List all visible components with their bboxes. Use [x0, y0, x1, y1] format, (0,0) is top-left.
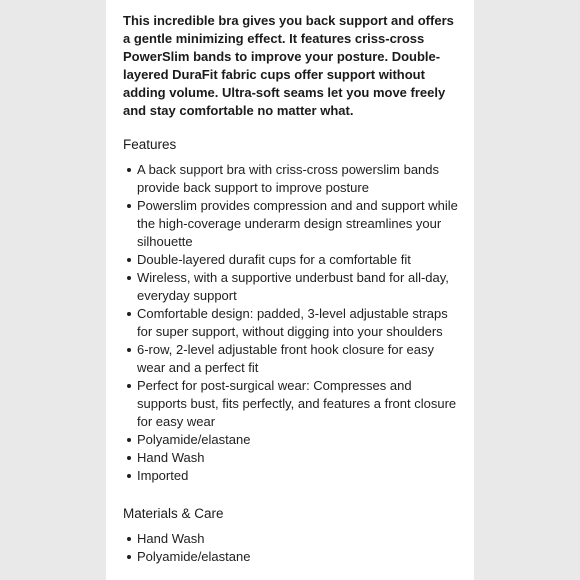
- features-list-item: Comfortable design: padded, 3-level adjustable straps for super support, without digging into your shoulders: [137, 305, 460, 341]
- left-background: [0, 0, 106, 580]
- features-list-item: 6-row, 2-level adjustable front hook closure for easy wear and a perfect fit: [137, 341, 460, 377]
- features-heading: Features: [123, 137, 177, 152]
- product-details-panel: [106, 0, 474, 580]
- features-list-item: Wireless, with a supportive underbust band for all-day, everyday support: [137, 269, 460, 305]
- materials-care-list: [123, 530, 460, 566]
- features-list-item: Powerslim provides compression and and support while the high-coverage underarm design streamlines your silhouette: [137, 197, 460, 251]
- materials-care-list-item: Polyamide/elastane: [137, 548, 460, 566]
- materials-care-heading: Materials & Care: [123, 506, 224, 521]
- right-background: [474, 0, 580, 580]
- product-description: This incredible bra gives you back support and offers a gentle minimizing effect. It features criss-cross PowerSlim bands to improve your posture. Double-layered DuraFit fabric cups offer support without adding volume. Ultra-soft seams let you move freely and stay comfortable no matter what.: [123, 13, 454, 118]
- features-list-item: Imported: [137, 467, 460, 485]
- features-list-item: Double-layered durafit cups for a comfortable fit: [137, 251, 460, 269]
- features-list-item: Polyamide/elastane: [137, 431, 460, 449]
- features-list-item: Hand Wash: [137, 449, 460, 467]
- features-list-item: A back support bra with criss-cross powerslim bands provide back support to improve posture: [137, 161, 460, 197]
- features-list-item: Perfect for post-surgical wear: Compresses and supports bust, fits perfectly, and features a front closure for easy wear: [137, 377, 460, 431]
- materials-care-list-item: Hand Wash: [137, 530, 460, 548]
- features-list: [123, 161, 460, 485]
